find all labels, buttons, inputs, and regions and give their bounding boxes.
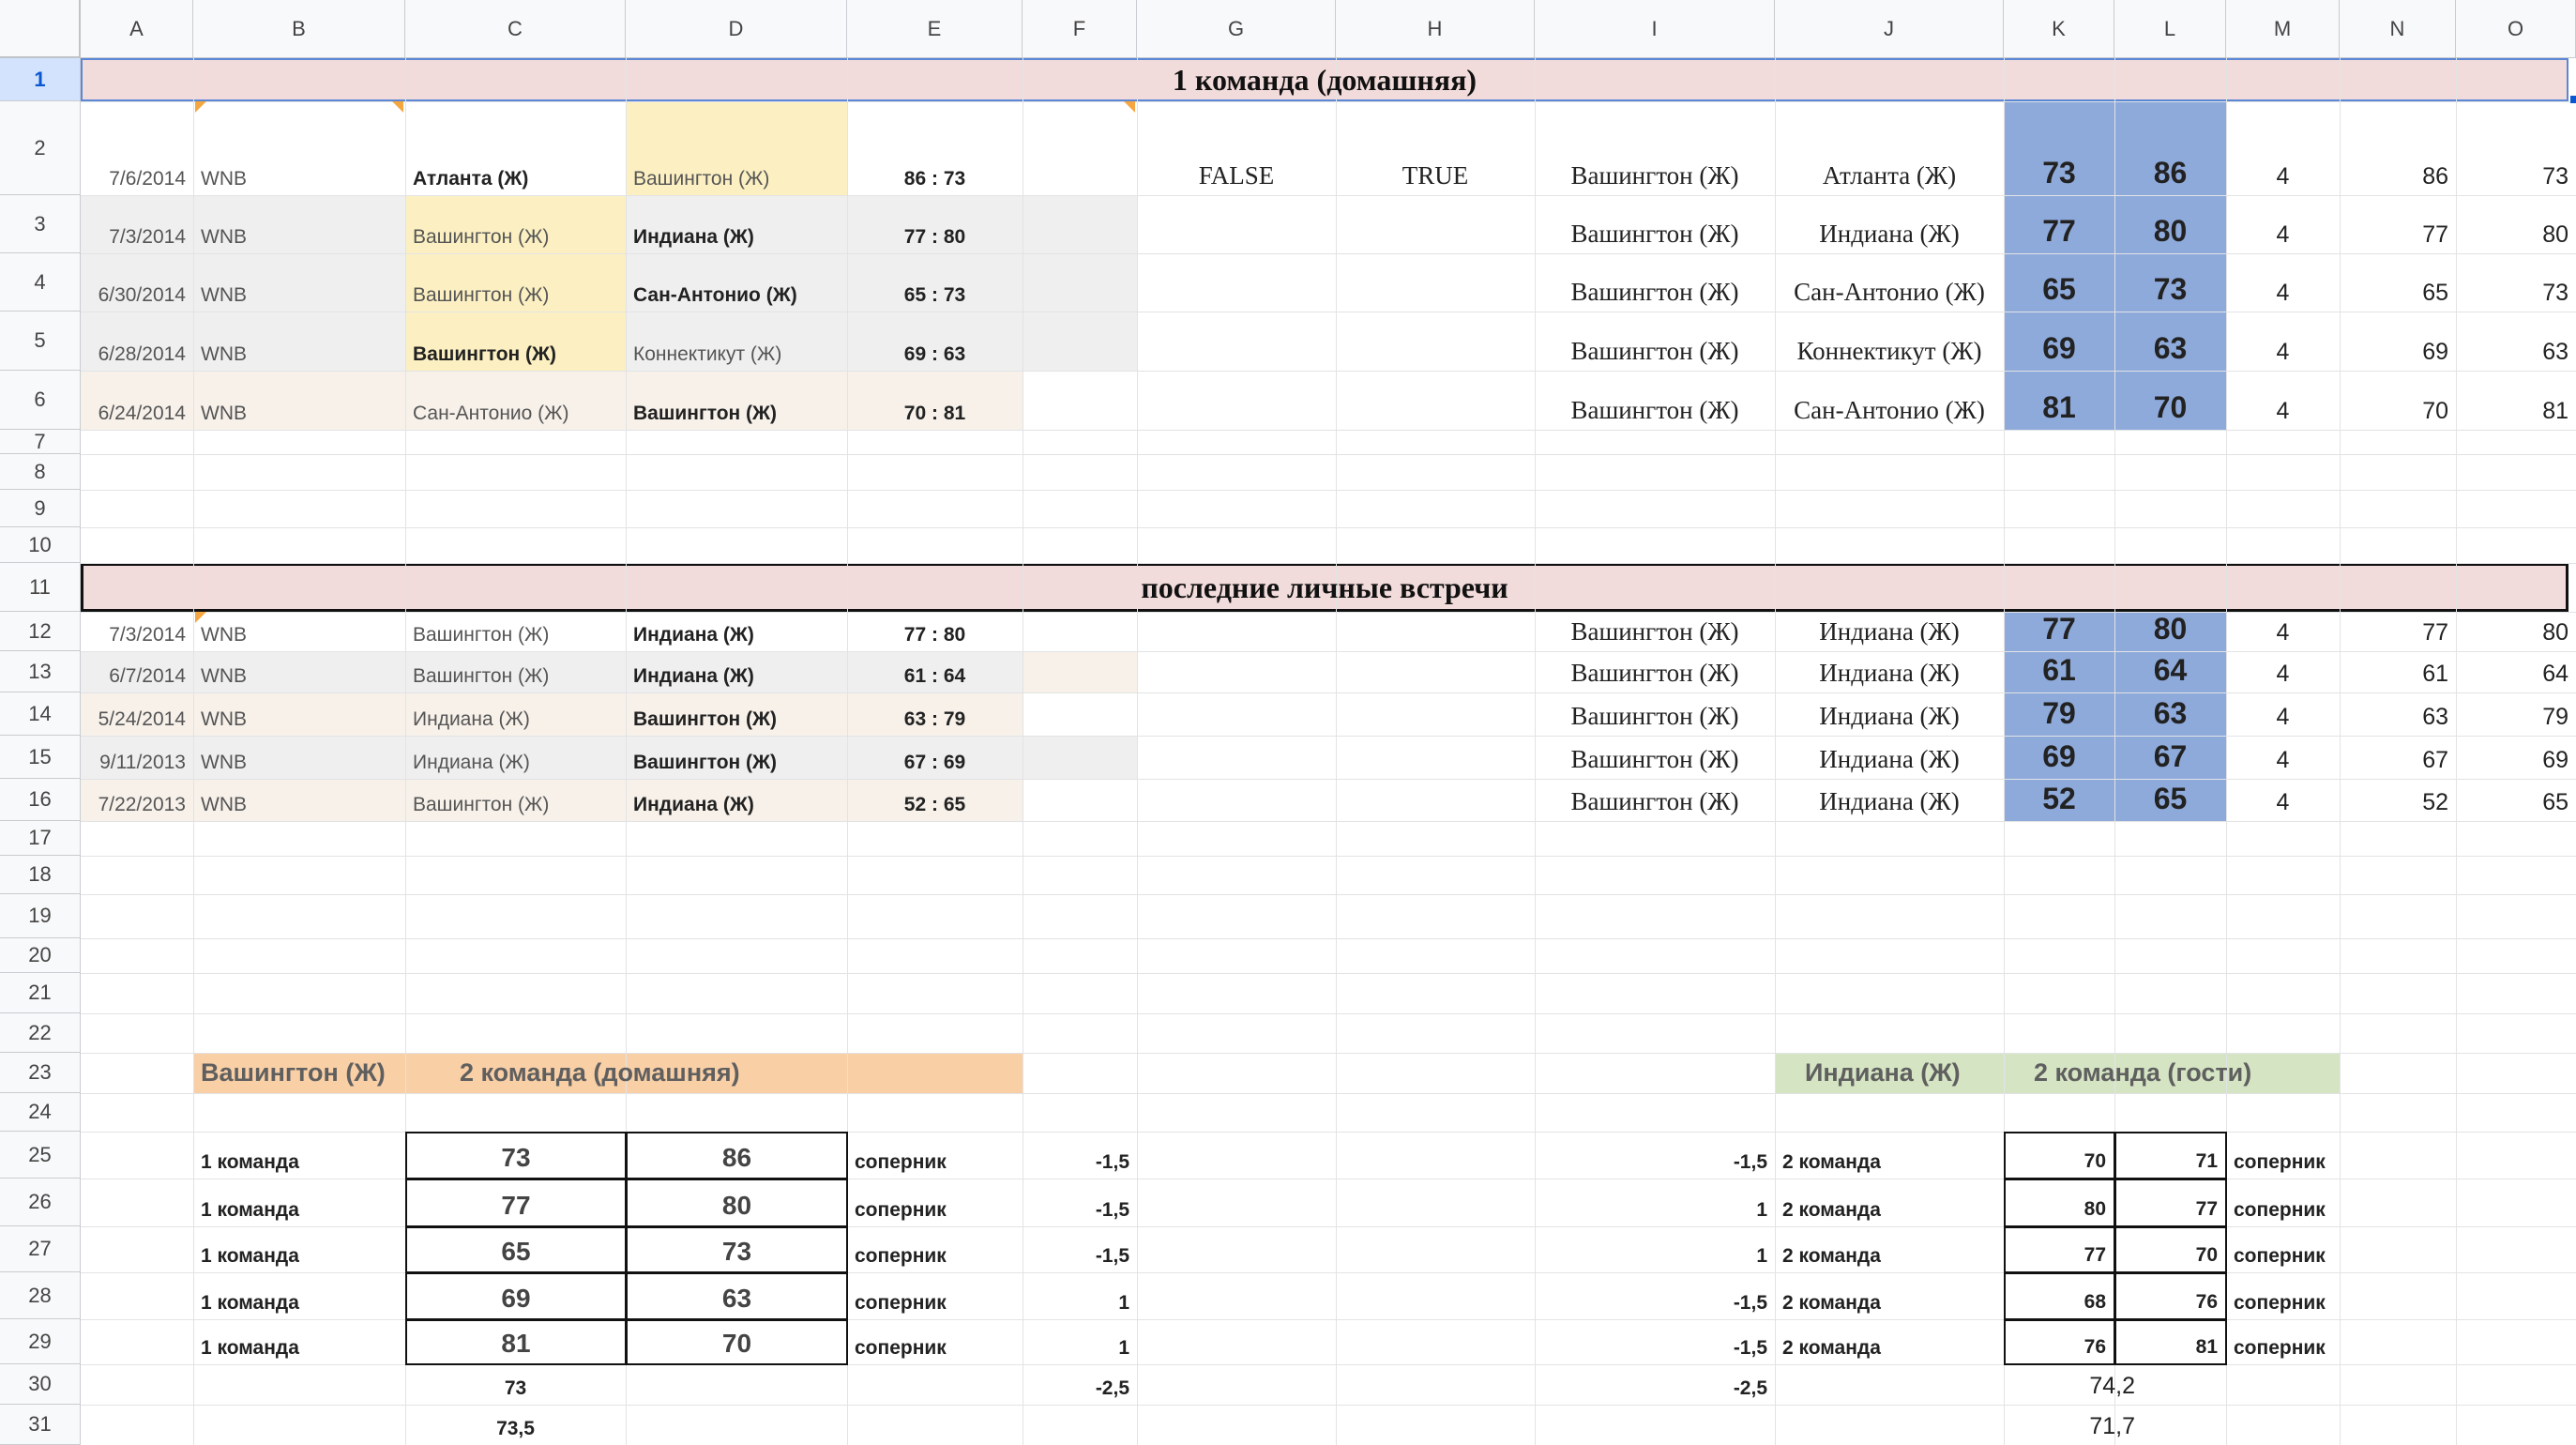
gridline	[81, 1093, 2576, 1094]
value-cell[interactable]: 52	[2422, 789, 2448, 815]
score-box[interactable]: 77	[405, 1179, 627, 1227]
gridline	[81, 821, 2576, 822]
home-team-cell[interactable]: Вашингтон (Ж)	[413, 284, 550, 306]
date-cell[interactable]: 7/6/2014	[109, 168, 186, 190]
average-cell[interactable]: 73,5	[496, 1418, 535, 1439]
team-cell[interactable]: Вашингтон (Ж)	[1570, 745, 1739, 773]
row-header-21[interactable]: 21	[0, 973, 81, 1013]
home-team-cell[interactable]: Вашингтон (Ж)	[413, 794, 550, 815]
column-header-k[interactable]: K	[2004, 0, 2114, 58]
opponent-label-cell[interactable]: соперник	[2234, 1337, 2326, 1359]
count-cell[interactable]: 4	[2276, 163, 2290, 190]
home-team-cell[interactable]: Вашингтон (Ж)	[413, 665, 550, 687]
gridline	[81, 973, 2576, 974]
handicap-cell[interactable]: -1,5	[1095, 1199, 1129, 1221]
team-cell[interactable]: Вашингтон (Ж)	[1570, 278, 1739, 306]
score-box[interactable]: 73	[626, 1226, 848, 1273]
home-team-cell[interactable]: Индиана (Ж)	[413, 708, 530, 730]
column-header-i[interactable]: I	[1535, 0, 1775, 58]
section-title[interactable]: 1 команда (домашняя)	[1172, 62, 1477, 97]
score-box[interactable]: 70	[626, 1319, 848, 1365]
opponent-label-cell[interactable]: соперник	[2234, 1151, 2326, 1173]
score-box[interactable]: 69	[405, 1272, 627, 1320]
count-cell[interactable]: 4	[2276, 789, 2290, 815]
row-header-19[interactable]: 19	[0, 894, 81, 938]
value-cell[interactable]: 79	[2542, 704, 2568, 730]
score-cell[interactable]: 65	[2042, 272, 2076, 306]
value-cell[interactable]: 69	[2422, 339, 2448, 365]
average-cell[interactable]: 74,2	[2089, 1373, 2135, 1399]
value-cell[interactable]: 63	[2542, 339, 2568, 365]
score-cell[interactable]: 73	[2042, 156, 2076, 190]
handicap-cell[interactable]: -2,5	[1733, 1377, 1767, 1399]
row-header-7[interactable]: 7	[0, 430, 81, 454]
gridline	[81, 894, 2576, 895]
handicap-cell[interactable]: 1	[1756, 1199, 1767, 1221]
column-header-m[interactable]: M	[2226, 0, 2340, 58]
column-header-h[interactable]: H	[1336, 0, 1535, 58]
summary-team-label[interactable]: Вашингтон (Ж)	[201, 1058, 386, 1087]
value-cell[interactable]: 81	[2542, 398, 2568, 424]
score-box[interactable]: 81	[405, 1319, 627, 1365]
row-header-12[interactable]: 12	[0, 612, 81, 651]
score-box[interactable]: 68	[2004, 1272, 2115, 1320]
score-cell[interactable]: 77	[2042, 214, 2076, 248]
value-cell[interactable]: 67	[2422, 747, 2448, 773]
score-cell[interactable]: 81	[2042, 390, 2076, 424]
row-header-25[interactable]: 25	[0, 1132, 81, 1179]
home-team-cell[interactable]: Индиана (Ж)	[413, 752, 530, 773]
column-header-a[interactable]: A	[81, 0, 193, 58]
score-box[interactable]: 63	[626, 1272, 848, 1320]
league-cell[interactable]: WNB	[201, 752, 247, 773]
row-header-23[interactable]: 23	[0, 1053, 81, 1093]
score-cell[interactable]: 73	[2153, 272, 2188, 306]
value-cell[interactable]: 61	[2422, 661, 2448, 687]
team-cell[interactable]: Коннектикут (Ж)	[1796, 337, 1982, 365]
selection-handle[interactable]	[2570, 96, 2576, 103]
score-box[interactable]: 71	[2114, 1132, 2227, 1179]
home-team-cell[interactable]: Вашингтон (Ж)	[413, 624, 550, 646]
score-cell[interactable]: 63	[2153, 696, 2188, 730]
gridline	[1336, 58, 1337, 1445]
score-cell[interactable]: 69	[2042, 739, 2076, 773]
away-team-cell[interactable]: Вашингтон (Ж)	[633, 708, 778, 730]
comment-marker-icon	[195, 101, 206, 113]
average-cell[interactable]: 73	[504, 1377, 527, 1399]
score-box[interactable]: 73	[405, 1132, 627, 1179]
away-team-cell[interactable]: Индиана (Ж)	[633, 665, 754, 687]
row-header-13[interactable]: 13	[0, 651, 81, 692]
home-team-cell[interactable]: Вашингтон (Ж)	[413, 226, 550, 248]
column-header-c[interactable]: C	[405, 0, 626, 58]
value-cell[interactable]: 64	[2542, 661, 2568, 687]
row-header-26[interactable]: 26	[0, 1179, 81, 1226]
row-header-22[interactable]: 22	[0, 1013, 81, 1053]
gridline	[81, 430, 2576, 431]
home-team-cell[interactable]: Сан-Антонио (Ж)	[413, 403, 569, 424]
count-cell[interactable]: 4	[2276, 221, 2290, 248]
value-cell[interactable]: 77	[2422, 221, 2448, 248]
date-cell[interactable]: 7/3/2014	[109, 226, 186, 248]
score-cell[interactable]: 65	[2153, 782, 2188, 815]
away-team-cell[interactable]: Вашингтон (Ж)	[633, 403, 778, 424]
score-cell[interactable]: 77 : 80	[903, 226, 966, 248]
score-cell[interactable]: 67 : 69	[903, 752, 966, 773]
value-cell[interactable]: 65	[2542, 789, 2568, 815]
row-header-30[interactable]: 30	[0, 1364, 81, 1405]
gridline	[81, 527, 2576, 528]
opponent-label-cell[interactable]: соперник	[2234, 1199, 2326, 1221]
score-cell[interactable]: 70	[2153, 390, 2188, 424]
value-cell[interactable]: 69	[2542, 747, 2568, 773]
score-cell[interactable]: 70 : 81	[903, 403, 966, 424]
boolean-cell[interactable]: TRUE	[1402, 161, 1469, 190]
score-box[interactable]: 80	[626, 1179, 848, 1227]
value-cell[interactable]: 63	[2422, 704, 2448, 730]
score-box[interactable]: 77	[2004, 1226, 2115, 1273]
select-all-corner[interactable]	[0, 0, 81, 58]
opponent-label-cell[interactable]: соперник	[855, 1245, 947, 1267]
gridline	[1137, 58, 1138, 1445]
count-cell[interactable]: 4	[2276, 398, 2290, 424]
value-cell[interactable]: 65	[2422, 280, 2448, 306]
gridline	[81, 1013, 2576, 1014]
handicap-cell[interactable]: 1	[1118, 1337, 1129, 1359]
date-cell[interactable]: 6/30/2014	[98, 284, 186, 306]
league-cell[interactable]: WNB	[201, 624, 247, 646]
row-fill	[1023, 195, 1137, 253]
row-header-17[interactable]: 17	[0, 821, 81, 856]
score-cell[interactable]: 77 : 80	[903, 624, 966, 646]
value-cell[interactable]: 77	[2422, 619, 2448, 646]
count-cell[interactable]: 4	[2276, 339, 2290, 365]
date-cell[interactable]: 6/28/2014	[98, 343, 186, 365]
row-header-2[interactable]: 2	[0, 101, 81, 195]
score-box[interactable]: 76	[2004, 1319, 2115, 1365]
row-header-4[interactable]: 4	[0, 253, 81, 312]
handicap-cell[interactable]: -1,5	[1733, 1337, 1767, 1359]
team-cell[interactable]: Сан-Антонио (Ж)	[1794, 278, 1985, 306]
score-cell[interactable]: 65 : 73	[903, 284, 966, 306]
team-cell[interactable]: Сан-Антонио (Ж)	[1794, 396, 1985, 424]
team-cell[interactable]: Индиана (Ж)	[1819, 787, 1960, 815]
score-cell[interactable]: 69	[2042, 331, 2076, 365]
count-cell[interactable]: 4	[2276, 704, 2290, 730]
score-box[interactable]: 65	[405, 1226, 627, 1273]
comment-marker-icon	[392, 101, 403, 113]
team-cell[interactable]: Индиана (Ж)	[1819, 702, 1960, 730]
column-header-n[interactable]: N	[2340, 0, 2456, 58]
team-role-cell[interactable]: 2 команда	[1782, 1199, 1881, 1221]
score-box[interactable]: 81	[2114, 1319, 2227, 1365]
date-cell[interactable]: 7/3/2014	[109, 624, 186, 646]
team-role-cell[interactable]: 2 команда	[1782, 1245, 1881, 1267]
value-cell[interactable]: 73	[2542, 163, 2568, 190]
score-cell[interactable]: 61	[2042, 653, 2076, 687]
league-cell[interactable]: WNB	[201, 794, 247, 815]
team-cell[interactable]: Вашингтон (Ж)	[1570, 396, 1739, 424]
score-box[interactable]: 76	[2114, 1272, 2227, 1320]
row-header-16[interactable]: 16	[0, 779, 81, 821]
score-box[interactable]: 86	[626, 1132, 848, 1179]
away-team-cell[interactable]: Индиана (Ж)	[633, 624, 754, 646]
score-cell[interactable]: 69 : 63	[903, 343, 966, 365]
row-fill	[1023, 651, 1137, 692]
column-header-e[interactable]: E	[847, 0, 1023, 58]
row-header-31[interactable]: 31	[0, 1405, 81, 1445]
column-header-d[interactable]: D	[626, 0, 847, 58]
away-team-cell[interactable]: Вашингтон (Ж)	[633, 168, 770, 190]
team-cell[interactable]: Вашингтон (Ж)	[1570, 702, 1739, 730]
team-cell[interactable]: Индиана (Ж)	[1819, 220, 1960, 248]
value-cell[interactable]: 73	[2542, 280, 2568, 306]
date-cell[interactable]: 9/11/2013	[99, 752, 186, 773]
score-cell[interactable]: 80	[2153, 612, 2188, 646]
date-cell[interactable]: 6/24/2014	[98, 403, 186, 424]
league-cell[interactable]: WNB	[201, 708, 247, 730]
column-header-j[interactable]: J	[1775, 0, 2004, 58]
home-team-cell[interactable]: Вашингтон (Ж)	[413, 343, 557, 365]
row-header-28[interactable]: 28	[0, 1272, 81, 1319]
away-team-cell[interactable]: Коннектикут (Ж)	[633, 343, 782, 365]
away-team-cell[interactable]: Индиана (Ж)	[633, 226, 754, 248]
score-cell[interactable]: 61 : 64	[903, 665, 966, 687]
league-cell[interactable]: WNB	[201, 665, 247, 687]
league-cell[interactable]: WNB	[201, 226, 247, 248]
score-cell[interactable]: 79	[2042, 696, 2076, 730]
team-cell[interactable]: Индиана (Ж)	[1819, 617, 1960, 646]
summary-side-label[interactable]: 2 команда (гости)	[2034, 1058, 2252, 1087]
away-team-cell[interactable]: Вашингтон (Ж)	[633, 752, 778, 773]
count-cell[interactable]: 4	[2276, 661, 2290, 687]
team-cell[interactable]: Вашингтон (Ж)	[1570, 220, 1739, 248]
column-header-g[interactable]: G	[1137, 0, 1336, 58]
row-header-8[interactable]: 8	[0, 454, 81, 490]
team-cell[interactable]: Вашингтон (Ж)	[1570, 659, 1739, 687]
handicap-cell[interactable]: 1	[1118, 1292, 1129, 1314]
team-cell[interactable]: Вашингтон (Ж)	[1570, 161, 1739, 190]
handicap-cell[interactable]: -1,5	[1733, 1292, 1767, 1314]
league-cell[interactable]: WNB	[201, 168, 247, 190]
score-cell[interactable]: 52 : 65	[903, 794, 966, 815]
opponent-label-cell[interactable]: соперник	[855, 1199, 947, 1221]
league-cell[interactable]: WNB	[201, 284, 247, 306]
date-cell[interactable]: 6/7/2014	[109, 665, 186, 687]
column-header-o[interactable]: O	[2456, 0, 2576, 58]
score-cell[interactable]: 63 : 79	[903, 708, 966, 730]
score-cell[interactable]: 52	[2042, 782, 2076, 815]
row-header-9[interactable]: 9	[0, 490, 81, 527]
handicap-cell[interactable]: 1	[1756, 1245, 1767, 1267]
date-cell[interactable]: 7/22/2013	[98, 794, 186, 815]
row-header-27[interactable]: 27	[0, 1226, 81, 1272]
gridline	[81, 856, 2576, 857]
average-cell[interactable]: 71,7	[2089, 1413, 2135, 1439]
row-header-24[interactable]: 24	[0, 1093, 81, 1132]
value-cell[interactable]: 86	[2422, 163, 2448, 190]
count-cell[interactable]: 4	[2276, 619, 2290, 646]
league-cell[interactable]: WNB	[201, 343, 247, 365]
row-header-3[interactable]: 3	[0, 195, 81, 253]
row-header-10[interactable]: 10	[0, 527, 81, 563]
score-box[interactable]: 70	[2004, 1132, 2115, 1179]
row-header-29[interactable]: 29	[0, 1319, 81, 1364]
gridline	[81, 454, 2576, 455]
date-cell[interactable]: 5/24/2014	[98, 708, 186, 730]
score-cell[interactable]: 86 : 73	[903, 168, 966, 190]
gridline	[81, 490, 2576, 491]
team-role-cell[interactable]: 1 команда	[201, 1292, 299, 1314]
team-cell[interactable]: Атланта (Ж)	[1822, 161, 1957, 190]
team-role-cell[interactable]: 1 команда	[201, 1151, 299, 1173]
opponent-label-cell[interactable]: соперник	[2234, 1245, 2326, 1267]
team-cell[interactable]: Индиана (Ж)	[1819, 745, 1960, 773]
summary-team-label[interactable]: Индиана (Ж)	[1805, 1058, 1961, 1087]
team-cell[interactable]: Индиана (Ж)	[1819, 659, 1960, 687]
score-cell[interactable]: 64	[2153, 653, 2188, 687]
score-cell[interactable]: 77	[2042, 612, 2076, 646]
handicap-cell[interactable]: -1,5	[1095, 1245, 1129, 1267]
row-header-6[interactable]: 6	[0, 371, 81, 430]
team-role-cell[interactable]: 1 команда	[201, 1199, 299, 1221]
row-header-15[interactable]: 15	[0, 736, 81, 779]
comment-marker-icon	[195, 612, 206, 623]
value-cell[interactable]: 70	[2422, 398, 2448, 424]
score-box[interactable]: 70	[2114, 1226, 2227, 1273]
section-title[interactable]: последние личные встречи	[1141, 570, 1508, 604]
value-cell[interactable]: 80	[2542, 221, 2568, 248]
score-box[interactable]: 77	[2114, 1179, 2227, 1227]
summary-side-label[interactable]: 2 команда (домашняя)	[460, 1058, 740, 1087]
score-cell[interactable]: 80	[2153, 214, 2188, 248]
handicap-cell[interactable]: -1,5	[1733, 1151, 1767, 1173]
home-team-cell[interactable]: Атланта (Ж)	[413, 168, 529, 190]
score-cell[interactable]: 86	[2153, 156, 2188, 190]
row-header-1[interactable]: 1	[0, 58, 81, 101]
away-team-cell[interactable]: Индиана (Ж)	[633, 794, 754, 815]
away-team-cell[interactable]: Сан-Антонио (Ж)	[633, 284, 797, 306]
column-header-f[interactable]: F	[1023, 0, 1137, 58]
team-role-cell[interactable]: 2 команда	[1782, 1151, 1881, 1173]
score-cell[interactable]: 63	[2153, 331, 2188, 365]
comment-marker-icon	[1124, 101, 1135, 113]
opponent-label-cell[interactable]: соперник	[855, 1292, 947, 1314]
row-header-14[interactable]: 14	[0, 692, 81, 736]
league-cell[interactable]: WNB	[201, 403, 247, 424]
score-cell[interactable]: 67	[2153, 739, 2188, 773]
team-cell[interactable]: Вашингтон (Ж)	[1570, 337, 1739, 365]
row-header-11[interactable]: 11	[0, 563, 81, 612]
column-header-b[interactable]: B	[193, 0, 405, 58]
opponent-label-cell[interactable]: соперник	[2234, 1292, 2326, 1314]
count-cell[interactable]: 4	[2276, 280, 2290, 306]
team-cell[interactable]: Вашингтон (Ж)	[1570, 787, 1739, 815]
boolean-cell[interactable]: FALSE	[1198, 161, 1275, 190]
team-cell[interactable]: Вашингтон (Ж)	[1570, 617, 1739, 646]
column-header-l[interactable]: L	[2114, 0, 2226, 58]
team-role-cell[interactable]: 2 команда	[1782, 1292, 1881, 1314]
score-box[interactable]: 80	[2004, 1179, 2115, 1227]
count-cell[interactable]: 4	[2276, 747, 2290, 773]
row-header-18[interactable]: 18	[0, 856, 81, 894]
team-role-cell[interactable]: 1 команда	[201, 1245, 299, 1267]
row-header-20[interactable]: 20	[0, 938, 81, 973]
team-role-cell[interactable]: 1 команда	[201, 1337, 299, 1359]
opponent-label-cell[interactable]: соперник	[855, 1151, 947, 1173]
handicap-cell[interactable]: -1,5	[1095, 1151, 1129, 1173]
handicap-cell[interactable]: -2,5	[1095, 1377, 1129, 1399]
team-role-cell[interactable]: 2 команда	[1782, 1337, 1881, 1359]
value-cell[interactable]: 80	[2542, 619, 2568, 646]
row-header-5[interactable]: 5	[0, 312, 81, 371]
opponent-label-cell[interactable]: соперник	[855, 1337, 947, 1359]
gridline	[81, 938, 2576, 939]
